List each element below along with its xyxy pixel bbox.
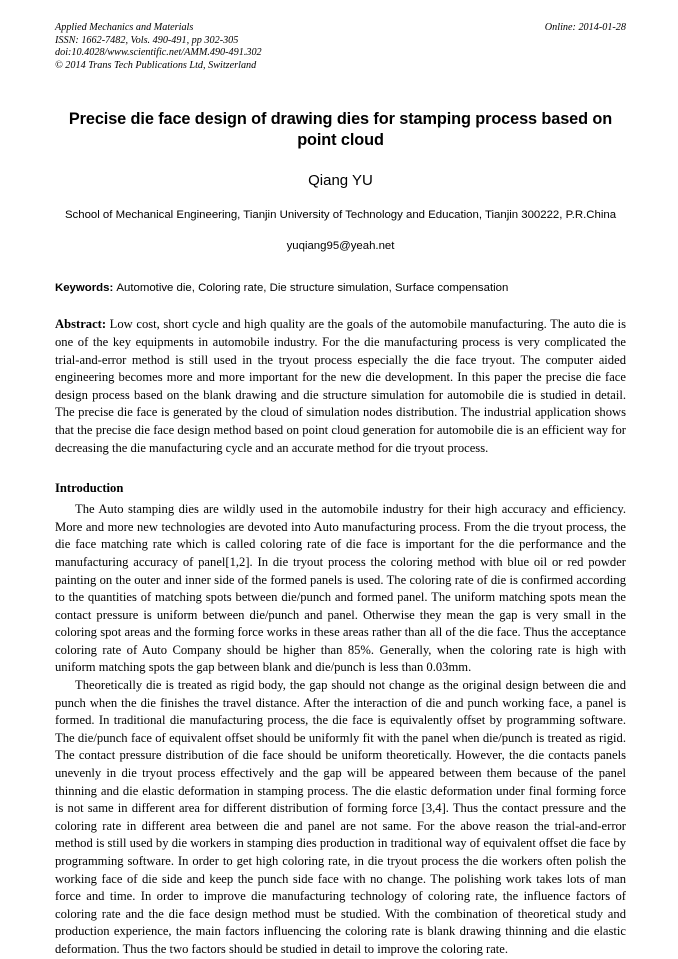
journal-issn-volume: ISSN: 1662-7482, Vols. 490-491, pp 302-305 (55, 34, 239, 46)
section-heading-introduction: Introduction (55, 481, 124, 496)
journal-name: Applied Mechanics and Materials (55, 22, 194, 33)
author-email: yuqiang95@yeah.net (286, 240, 395, 253)
online-publication-date: Online: 2014-01-28 (544, 22, 626, 33)
abstract-label: Abstract: (55, 317, 110, 332)
journal-doi: doi:10.4028/www.scientific.net/AMM.490-491.302 (55, 47, 262, 59)
keywords-label: Keywords: (55, 282, 117, 295)
abstract-paragraph (55, 316, 626, 457)
author-name: Qiang YU (308, 172, 373, 190)
introduction-paragraph-2: Theoretically die is treated as rigid body, the gap should not change as the original design between die and punch when the die finishes the travel distance. After the interaction of die and punch working face, a panel is formed. In traditional die manufacturing process, the die face is equivalently offset by programming software. The die/punch face of equivalent offset should be uniformly fit with the panel when die/punch is treated as rigid. The contact pressure distribution of die face should be uniform theoretically. However, the die contacts panels unevenly in die tryout process effectively and the gap will be appeared between them because of the panel thinning and die elastic deformation in stamping process. The die elastic deformation under final forming force is not same in different area for different distribution of forming force [3,4]. Thus the contact pressure and the coloring rate in different area between die and panel are not same. For the above reason the trial-and-error method is still used by die workers in stamping dies production in traditional way of equivalent offset die face by programming software. In order to get high coloring rate, in die tryout process the die workers often polish the working face of die side and keep the punch side face with no change. The polishing work takes lots of man force and time. In order to improve die manufacturing technology of coloring rate, the influence factors of coloring rate and the die face design method must be studied. With the combination of theoretical study and production experience, the main factors influencing the coloring rate is blank drawing thinning and die elastic deformation. Thus the two factors should be studied in detail to improve the coloring rate. (55, 678, 626, 956)
keywords-line (55, 280, 626, 296)
author-affiliation: School of Mechanical Engineering, Tianjin University of Technology and Education, Tianjin 300222, P.R.China (64, 209, 617, 222)
page-title: Precise die face design of drawing dies for stamping process based on point cloud (68, 110, 613, 150)
abstract-text: Low cost, short cycle and high quality are the goals of the automobile manufacturing. The auto die is one of the key equipments in automobile industry. For the die manufacturing process is very complicated the trial-and-error method is still used in the tryout process especially the die face tryout. The computer aided engineering becomes more and more important for the new die development. In this paper the precise die face design process based on the blank drawing and die structure simulation for automobile die is studied in detail. The precise die face is generated by the cloud of simulation nodes distribution. The industrial application shows that the precise die face design method based on point cloud generation for automobile die is an efficient way for decreasing the die manufacturing cycle and an accurate method for die tryout process. (55, 317, 626, 455)
keywords-value: Automotive die, Coloring rate, Die structure simulation, Surface compensation (116, 282, 509, 295)
journal-header (55, 22, 626, 72)
introduction-paragraph-1: The Auto stamping dies are wildly used in the automobile industry for their high accuracy and efficiency. More and more new technologies are devoted into Auto manufacturing process. From the die tryout process, the die face matching rate which is called coloring rate of die face is important for the die performance and the manufacturing accuracy of panel[1,2]. In die tryout process the coloring method with blue oil or red powder painting on the outer and inner side of the formed panels is used. The coloring rate of die is confirmed according to the quantities of matching spots between die/punch and formed panel. The uniform matching spots mean the contact pressure is uniform between die/punch and panel. Otherwise they mean the gap is very small in the coloring spot areas and the forming force works in these areas rather than all of the die face. Thus the acceptance coloring rate of Auto Company should be higher than 85%. Generally, when the coloring rate is high with uniform matching spots the gap between blank and die/punch is less than 0.03mm. (55, 502, 626, 675)
journal-copyright: © 2014 Trans Tech Publications Ltd, Switzerland (55, 59, 257, 71)
